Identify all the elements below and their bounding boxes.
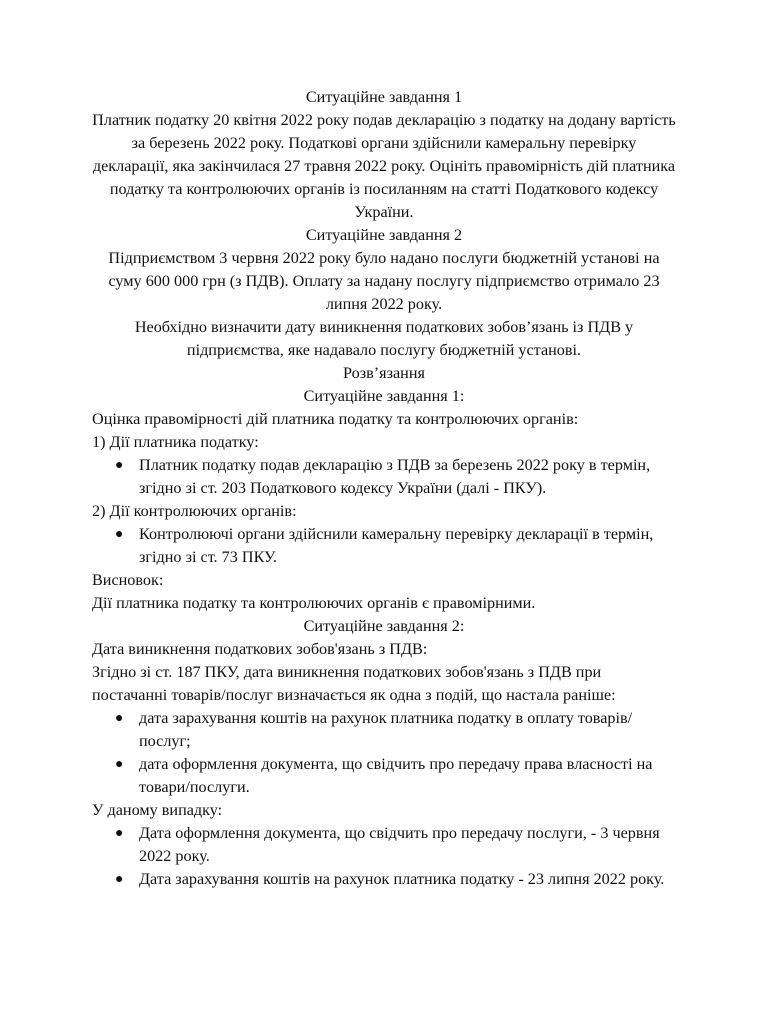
list-item-text: Дата оформлення документа, що свідчить про передачу послуги, - 3 червня 2022 року. [139, 824, 660, 865]
task1-text: Платник податку 20 квітня 2022 року подав декларацію з податку на додану вартість за березень 2022 року. Податкові органи здійснили камеральну перевірку декларації, яка закінчилася 27 травня 2022 року. Оцініть правомірність дій платника податку та контролюючих органів із посиланням на статті Податкового кодексу України. [92, 111, 676, 221]
solution-part2-case-list [92, 822, 676, 891]
list-item [92, 868, 676, 891]
list-item [92, 454, 676, 500]
bullet-icon: ● [115, 458, 124, 473]
solution-part1-conclusion-text: Дії платника податку та контролюючих органів є правомірними. [92, 594, 536, 612]
list-item-text: Контролюючі органи здійснили камеральну перевірку декларації в термін, згідно зі ст. 73 ПКУ. [139, 525, 654, 566]
document-page [92, 86, 676, 891]
list-item-text: дата зарахування коштів на рахунок платника податку в оплату товарів/послуг; [139, 709, 633, 750]
bullet-icon: ● [115, 527, 124, 542]
solution-part1-step1-list [92, 454, 676, 500]
list-item-text: Платник податку подав декларацію з ПДВ за березень 2022 року в термін, згідно зі ст. 203 Податкового кодексу України (далі - ПКУ). [139, 456, 651, 497]
solution-part2-title: Ситуаційне завдання 2: [303, 617, 465, 635]
list-item-text: дата оформлення документа, що свідчить про передачу права власності на товари/послуги. [139, 755, 653, 796]
solution-part1-title: Ситуаційне завдання 1: [303, 387, 465, 405]
list-item [92, 753, 676, 799]
solution-part1-step2-list [92, 523, 676, 569]
bullet-icon: ● [115, 757, 124, 772]
solution-part2-rule-list [92, 707, 676, 799]
list-item-text: Дата зарахування коштів на рахунок платника податку - 23 липня 2022 року. [139, 870, 665, 888]
solution-part1-step1-label: 1) Дії платника податку: [92, 433, 259, 451]
list-item [92, 822, 676, 868]
solution-part1-intro: Оцінка правомірності дій платника податку та контролюючих органів: [92, 410, 579, 428]
bullet-icon: ● [115, 826, 124, 841]
list-item [92, 523, 676, 569]
solution-part2-intro: Дата виникнення податкових зобов'язань з ПДВ: [92, 640, 428, 658]
solution-part2-case-label: У даному випадку: [92, 801, 223, 819]
task2-question: Необхідно визначити дату виникнення податкових зобов’язань із ПДВ у підприємства, яке надавало послугу бюджетній установі. [134, 318, 634, 359]
bullet-icon: ● [115, 872, 124, 887]
task1-title: Ситуаційне завдання 1 [305, 88, 463, 106]
bullet-icon: ● [115, 711, 124, 726]
solution-part1-step2-label: 2) Дії контролюючих органів: [92, 502, 297, 520]
solution-part2-rule: Згідно зі ст. 187 ПКУ, дата виникнення податкових зобов'язань з ПДВ при постачанні товарів/послуг визначається як одна з подій, що настала раніше: [92, 663, 616, 704]
solution-part1-conclusion-label: Висновок: [92, 571, 164, 589]
task2-title: Ситуаційне завдання 2 [305, 226, 463, 244]
task2-text: Підприємством 3 червня 2022 року було надано послуги бюджетній установі на суму 600 000 грн (з ПДВ). Оплату за надану послугу підприємство отримало 23 липня 2022 року. [108, 249, 660, 313]
solution-heading: Розв’язання [343, 364, 425, 382]
list-item [92, 707, 676, 753]
